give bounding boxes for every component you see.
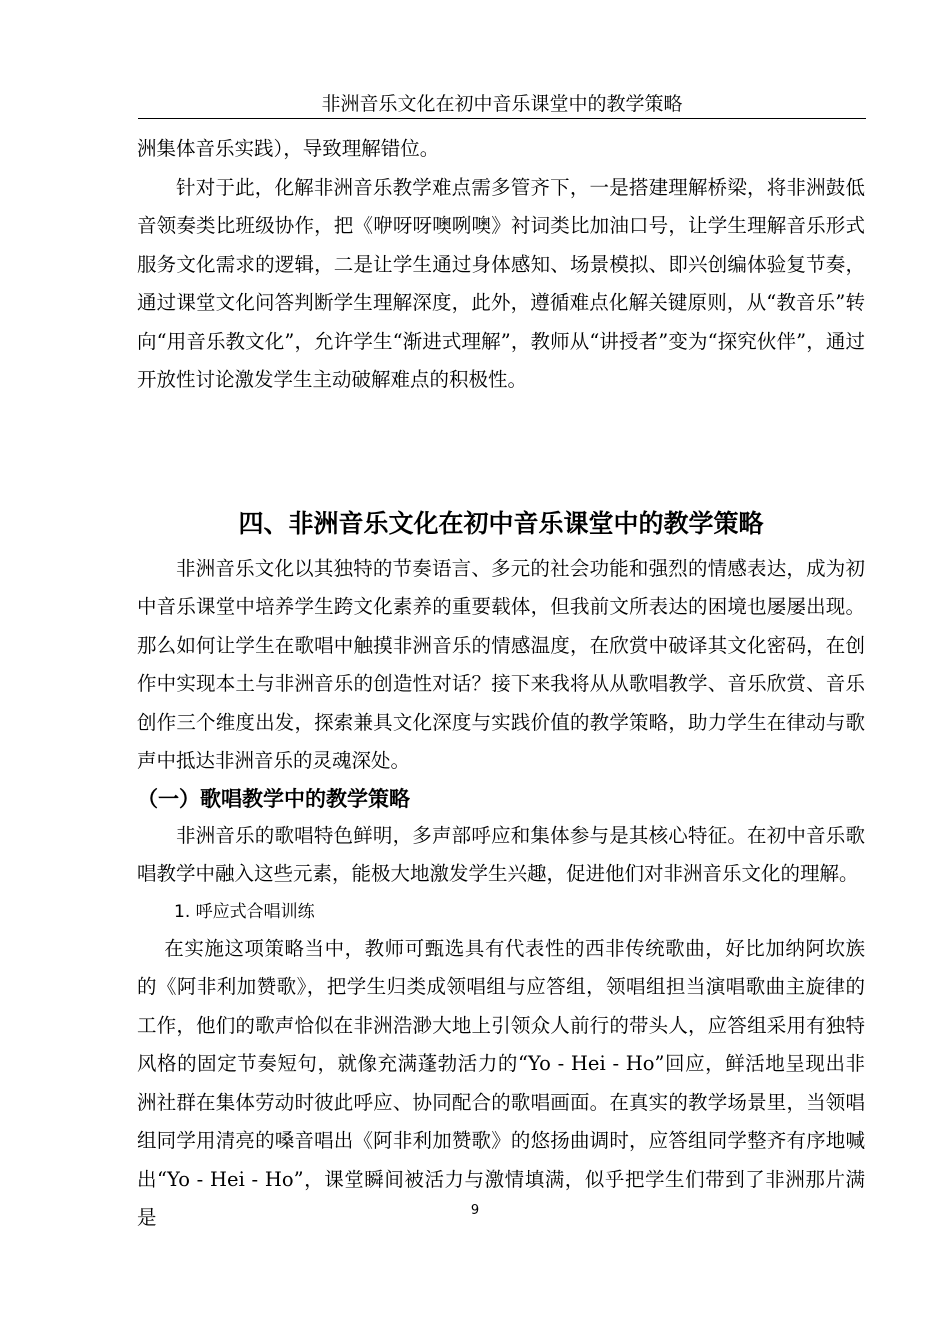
subsection-paragraph: 在实施这项策略当中，教师可甄选具有代表性的西非传统歌曲，好比加纳阿坎族的《阿非利加赞歌》，把学生归类成领唱组与应答组，领唱组担当演唱歌曲主旋律的工作，他们的歌声恰似在非洲浩渺大地上引领众人前行的带头人，应答组采用有独特风格的固定节奏短句，就像充满蓬勃活力的“Yo - Hei - Ho”回应，鲜活地呈现出非洲社群在集体劳动时彼此呼应、协同配合的歌唱画面。在真实的教学场景里，当领唱组同学用清亮的嗓音唱出《阿非利加赞歌》的悠扬曲调时，应答组同学整齐有序地喊出“Yo - Hei - Ho”，课堂瞬间被活力与激情填满，似乎把学生们带到了非洲那片满是 [137, 936, 865, 1229]
section-heading: （一）歌唱教学中的教学策略 [137, 786, 410, 811]
running-header: 非洲音乐文化在初中音乐课堂中的教学策略 [138, 92, 866, 119]
paragraph-continuation: 洲集体音乐实践），导致理解错位。 [137, 137, 440, 160]
page-number: 9 [470, 1203, 480, 1218]
page-body [137, 130, 865, 1238]
chapter-intro-paragraph: 非洲音乐文化以其独特的节奏语言、多元的社会功能和强烈的情感表达，成为初中音乐课堂中培养学生跨文化素养的重要载体，但我前文所表达的困境也屡屡出现。那么如何让学生在歌唱中触摸非洲音乐的情感温度，在欣赏中破译其文化密码，在创作中实现本土与非洲音乐的创造性对话？接下来我将从从歌唱教学、音乐欣赏、音乐创作三个维度出发，探索兼具文化深度与实践价值的教学策略，助力学生在律动与歌声中抵达非洲音乐的灵魂深处。 [137, 556, 865, 772]
chapter-heading: 四、非洲音乐文化在初中音乐课堂中的教学策略 [238, 508, 764, 538]
section-intro-paragraph: 非洲音乐的歌唱特色鲜明，多声部呼应和集体参与是其核心特征。在初中音乐歌唱教学中融入这些元素，能极大地激发学生兴趣，促进他们对非洲音乐文化的理解。 [137, 823, 865, 885]
paragraph-difficulty-solutions: 针对于此，化解非洲音乐教学难点需多管齐下，一是搭建理解桥梁，将非洲鼓低音领奏类比班级协作，把《咿呀呀噢咧噢》衬词类比加油口号，让学生理解音乐形式服务文化需求的逻辑，二是让学生通过身体感知、场景模拟、即兴创编体验复节奏，通过课堂文化问答判断学生理解深度，此外，遵循难点化解关键原则，从“教音乐”转向“用音乐教文化”，允许学生“渐进式理解”，教师从“讲授者”变为“探究伙伴”，通过开放性讨论激发学生主动破解难点的积极性。 [137, 175, 865, 391]
subsection-heading: 1. 呼应式合唱训练 [174, 901, 315, 922]
